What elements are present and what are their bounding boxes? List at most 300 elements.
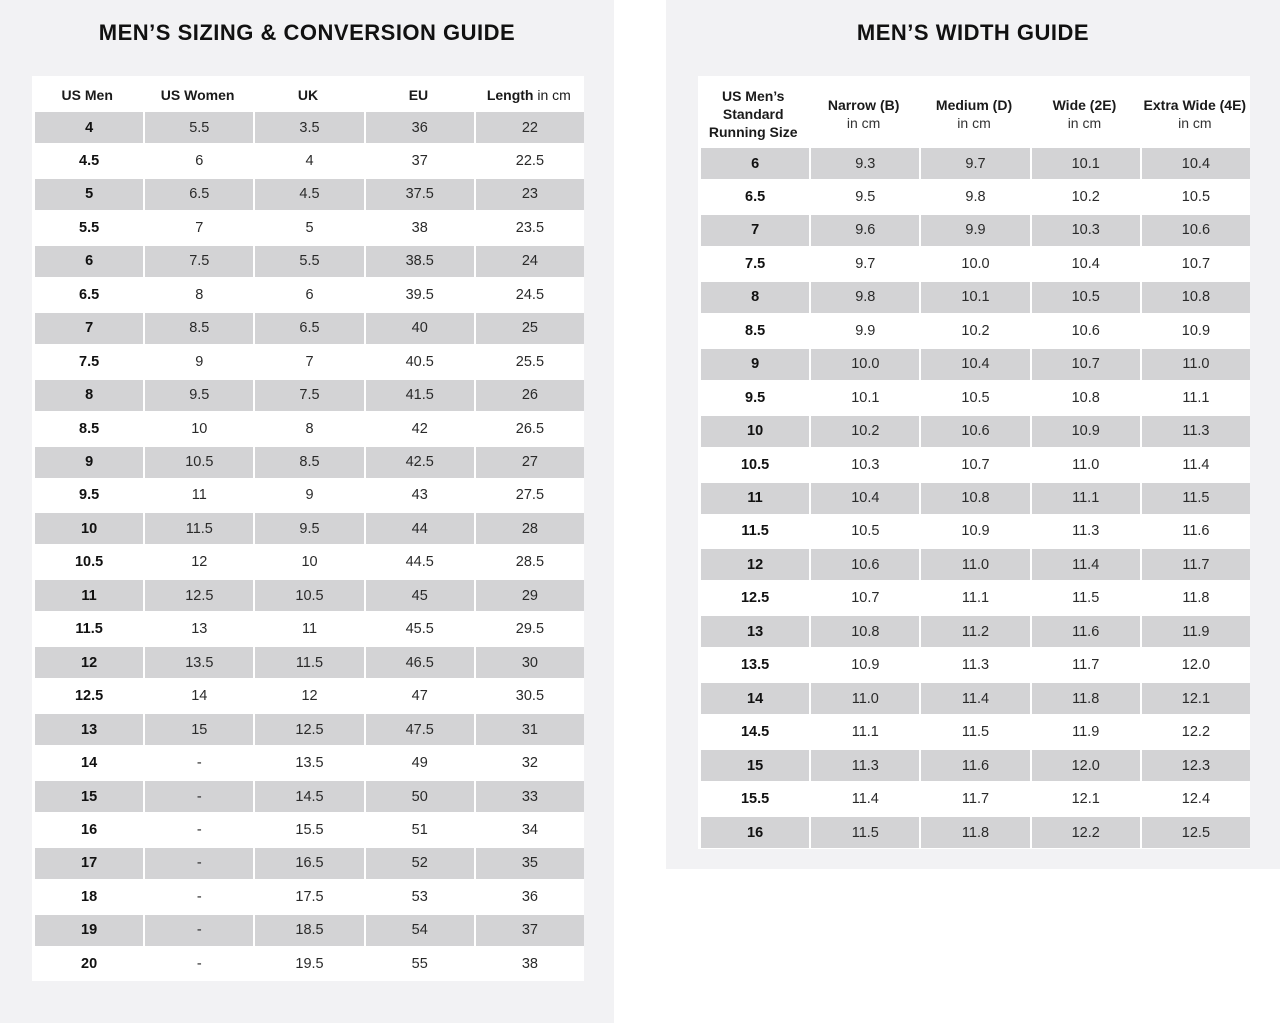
table-cell: 8	[35, 380, 143, 411]
table-cell: 10.6	[1071, 322, 1100, 339]
table-cell: 52	[366, 848, 474, 879]
table-cell: 6	[35, 246, 143, 277]
table-cell: 44	[366, 513, 474, 544]
table-cell: 13.5	[295, 755, 324, 772]
column-header	[808, 82, 918, 146]
table-cell: 11.9	[1072, 724, 1100, 741]
column-header-unit: in cm	[1178, 115, 1212, 131]
table-cell: 49	[411, 755, 428, 772]
table-cell: 9	[305, 487, 314, 504]
table-cell: 27.5	[515, 487, 545, 504]
table-cell: 13	[191, 621, 208, 638]
table-row	[698, 616, 1250, 647]
table-cell: 11.4	[851, 791, 879, 808]
table-row	[698, 349, 1250, 380]
table-cell: 41.5	[366, 380, 474, 411]
table-cell: 12	[301, 688, 318, 705]
table-cell: 23	[476, 179, 584, 210]
table-row	[32, 480, 584, 511]
table-row	[698, 416, 1250, 447]
table-cell: 6.5	[255, 313, 363, 344]
table-row	[32, 145, 584, 176]
table-cell: 10.0	[961, 255, 990, 272]
table-cell: 11.0	[1142, 349, 1250, 380]
table-cell: 15.5	[295, 821, 324, 838]
column-header	[142, 82, 252, 108]
table-row	[698, 148, 1250, 179]
table-cell: 10.9	[961, 523, 990, 540]
column-header-label: Narrow (B)	[827, 97, 900, 113]
table-cell: 4.5	[255, 179, 363, 210]
table-cell: 12.5	[145, 580, 253, 611]
table-row	[32, 313, 584, 344]
table-cell: 10.7	[1032, 349, 1140, 380]
table-row	[32, 279, 584, 310]
table-cell: 11.1	[851, 724, 879, 741]
table-cell: 30.5	[515, 688, 545, 705]
table-cell: 11.5	[811, 817, 919, 848]
table-cell: 10.5	[740, 456, 770, 473]
column-header	[919, 82, 1029, 146]
table-row	[698, 516, 1250, 547]
table-cell: 14	[701, 683, 809, 714]
table-cell: 25.5	[515, 353, 545, 370]
table-cell: 8.5	[745, 322, 766, 339]
table-cell: 10.7	[851, 590, 880, 607]
table-header	[698, 82, 1250, 146]
table-cell: 17	[35, 848, 143, 879]
table-cell: 9.5	[145, 380, 253, 411]
table-cell: 6.5	[145, 179, 253, 210]
table-cell: 40	[366, 313, 474, 344]
table-cell: 11.7	[961, 791, 990, 808]
table-cell: 10.6	[1142, 215, 1250, 246]
table-cell: 9.3	[811, 148, 919, 179]
table-cell: 25	[476, 313, 584, 344]
table-cell: 11.5	[961, 724, 990, 741]
table-cell: 14	[81, 755, 98, 772]
table-row	[32, 346, 584, 377]
table-cell: 26.5	[515, 420, 545, 437]
table-row	[32, 580, 584, 611]
table-cell: 10.3	[1032, 215, 1140, 246]
table-cell: 9.8	[965, 188, 986, 205]
table-cell: 10.4	[1142, 148, 1250, 179]
table-cell: 10.2	[811, 416, 919, 447]
table-cell: 5.5	[145, 112, 253, 143]
table-cell: 22	[476, 112, 584, 143]
table-cell: 13	[701, 616, 809, 647]
table-cell: 11.5	[145, 513, 253, 544]
table-row	[698, 650, 1250, 681]
table-row	[32, 814, 584, 845]
table-cell: 11.9	[1142, 616, 1250, 647]
table-cell: 7	[701, 215, 809, 246]
table-cell: 7.5	[745, 255, 766, 272]
table-cell: 12	[35, 647, 143, 678]
table-cell: 16	[701, 817, 809, 848]
table-cell: 15	[35, 781, 143, 812]
table-cell: 36	[366, 112, 474, 143]
table-cell: 6	[305, 286, 314, 303]
table-cell: 10	[701, 416, 809, 447]
table-cell: 30	[476, 647, 584, 678]
table-cell: 15.5	[740, 791, 770, 808]
table-cell: 37	[476, 915, 584, 946]
table-row	[32, 547, 584, 578]
table-cell: 10.5	[145, 447, 253, 478]
table-cell: 9.8	[811, 282, 919, 313]
table-cell: 9.9	[921, 215, 1029, 246]
table-row	[32, 948, 584, 979]
table-cell: 20	[81, 955, 98, 972]
table-cell: 10.4	[811, 483, 919, 514]
table-cell: -	[196, 888, 202, 905]
table-cell: 18.5	[255, 915, 363, 946]
table-row	[32, 781, 584, 812]
table-cell: 5.5	[255, 246, 363, 277]
column-header	[1029, 82, 1139, 146]
table-cell: 37.5	[366, 179, 474, 210]
table-cell: 11.5	[1072, 590, 1100, 607]
table-cell: 42	[411, 420, 428, 437]
table-cell: 11.7	[1072, 657, 1100, 674]
table-row	[32, 681, 584, 712]
table-cell: 40.5	[405, 353, 434, 370]
table-cell: 31	[476, 714, 584, 745]
table-cell: 11.4	[921, 683, 1029, 714]
table-cell: 22.5	[515, 152, 545, 169]
table-cell: 11.1	[961, 590, 990, 607]
table-cell: 16	[81, 821, 98, 838]
table-cell: 11.3	[1072, 523, 1100, 540]
table-cell: 38	[411, 219, 428, 236]
table-cell: 11.3	[811, 750, 919, 781]
table-cell: 10.8	[921, 483, 1029, 514]
width-guide-title: MEN’S WIDTH GUIDE	[856, 20, 1090, 45]
table-cell: 12.2	[1181, 724, 1211, 741]
table-cell: 51	[411, 821, 428, 838]
table-cell: 11.4	[1182, 456, 1210, 473]
table-cell: 5.5	[79, 219, 100, 236]
table-cell: 12.3	[1142, 750, 1250, 781]
table-row	[698, 683, 1250, 714]
table-cell: 10.4	[1071, 255, 1100, 272]
column-header	[474, 82, 584, 108]
table-row	[32, 212, 584, 243]
table-cell: 26	[476, 380, 584, 411]
table-row	[32, 112, 584, 143]
table-cell: 11	[301, 621, 318, 638]
table-cell: 8	[701, 282, 809, 313]
column-header	[253, 82, 363, 108]
table-cell: 10.0	[811, 349, 919, 380]
table-cell: -	[196, 755, 202, 772]
table-cell: 4.5	[79, 152, 100, 169]
table-cell: 44.5	[405, 554, 434, 571]
table-cell: 10.7	[1181, 255, 1211, 272]
table-cell: 24	[476, 246, 584, 277]
table-row	[32, 447, 584, 478]
table-cell: 10.9	[1181, 322, 1211, 339]
table-cell: 10.8	[1071, 389, 1100, 406]
table-row	[698, 549, 1250, 580]
table-cell: 10.1	[921, 282, 1029, 313]
table-cell: 11.2	[921, 616, 1029, 647]
table-row	[32, 380, 584, 411]
table-cell: 9	[195, 353, 204, 370]
table-cell: 29.5	[515, 621, 545, 638]
table-cell: 10.3	[851, 456, 880, 473]
table-cell: 13.5	[145, 647, 253, 678]
table-cell: 10.9	[1032, 416, 1140, 447]
table-header	[32, 82, 584, 108]
table-row	[698, 483, 1250, 514]
table-cell: 10.5	[961, 389, 990, 406]
table-cell: 11.6	[1032, 616, 1140, 647]
column-header-label: US Women	[160, 87, 235, 103]
table-cell: 12.5	[74, 688, 104, 705]
table-cell: 14	[191, 688, 208, 705]
table-cell: 12.5	[1142, 817, 1250, 848]
table-cell: 12	[701, 549, 809, 580]
table-cell: 5	[305, 219, 314, 236]
table-cell: 10.6	[921, 416, 1029, 447]
table-cell: -	[196, 955, 202, 972]
table-cell: 9.5	[255, 513, 363, 544]
table-cell: 14.5	[255, 781, 363, 812]
table-cell: 5	[35, 179, 143, 210]
table-row	[32, 513, 584, 544]
table-cell: 10.8	[1142, 282, 1250, 313]
table-cell: 10.7	[961, 456, 990, 473]
table-cell: 39.5	[405, 286, 434, 303]
table-cell: 9	[35, 447, 143, 478]
table-row	[698, 215, 1250, 246]
table-cell: 10.5	[851, 523, 880, 540]
table-cell: 12.0	[1032, 750, 1140, 781]
table-cell: -	[145, 915, 253, 946]
table-cell: 13.5	[740, 657, 770, 674]
column-header-label: Wide (2E)	[1052, 97, 1117, 113]
table-row	[32, 848, 584, 879]
column-header-label: EU	[408, 87, 429, 103]
table-cell: 17.5	[295, 888, 324, 905]
table-cell: 42.5	[366, 447, 474, 478]
table-cell: 11.5	[1142, 483, 1250, 514]
table-cell: 11.5	[75, 621, 103, 638]
sizing-guide-panel	[0, 0, 614, 1023]
table-cell: 12.0	[1181, 657, 1211, 674]
sizing-guide-title: MEN’S SIZING & CONVERSION GUIDE	[98, 20, 516, 45]
width-table	[698, 76, 1250, 849]
table-cell: 10	[301, 554, 318, 571]
table-cell: 7	[305, 353, 314, 370]
table-cell: 16.5	[255, 848, 363, 879]
table-cell: 11.8	[1182, 590, 1210, 607]
table-cell: -	[145, 781, 253, 812]
table-cell: 7	[195, 219, 204, 236]
table-cell: 46.5	[366, 647, 474, 678]
table-cell: 53	[411, 888, 428, 905]
table-cell: 27	[476, 447, 584, 478]
table-cell: 37	[411, 152, 428, 169]
table-cell: 4	[35, 112, 143, 143]
sizing-table	[32, 76, 584, 981]
table-cell: 12.5	[255, 714, 363, 745]
table-cell: 11.0	[811, 683, 919, 714]
table-cell: 10.6	[811, 549, 919, 580]
table-row	[32, 413, 584, 444]
table-cell: 7.5	[145, 246, 253, 277]
table-cell: 13	[35, 714, 143, 745]
table-cell: 47.5	[366, 714, 474, 745]
table-cell: -	[145, 848, 253, 879]
table-cell: 11.0	[921, 549, 1029, 580]
table-cell: 55	[411, 955, 428, 972]
table-row	[698, 817, 1250, 848]
table-cell: 10.2	[961, 322, 990, 339]
table-cell: 8	[195, 286, 204, 303]
table-cell: -	[196, 821, 202, 838]
table-cell: 8.5	[255, 447, 363, 478]
table-cell: 10.2	[1071, 188, 1100, 205]
table-cell: 11.6	[921, 750, 1029, 781]
table-row	[698, 784, 1250, 815]
table-cell: 10.5	[255, 580, 363, 611]
table-cell: 15	[145, 714, 253, 745]
table-cell: 10.9	[851, 657, 880, 674]
table-cell: 24.5	[515, 286, 545, 303]
column-header	[698, 82, 808, 146]
table-cell: 19.5	[295, 955, 324, 972]
table-cell: 11	[35, 580, 143, 611]
table-cell: 9.6	[811, 215, 919, 246]
table-cell: 8	[305, 420, 314, 437]
table-cell: 8.5	[145, 313, 253, 344]
column-header-unit: in cm	[1067, 115, 1102, 131]
column-header	[1140, 82, 1250, 146]
table-cell: 32	[521, 755, 538, 772]
table-cell: 10.1	[1032, 148, 1140, 179]
column-header-label: Extra Wide (4E)	[1143, 97, 1247, 113]
width-guide-panel	[666, 0, 1280, 869]
table-cell: 6.5	[79, 286, 100, 303]
table-cell: 4	[305, 152, 314, 169]
table-cell: 12.5	[740, 590, 770, 607]
table-cell: 35	[476, 848, 584, 879]
column-header-label: Length	[486, 87, 534, 103]
table-cell: 9	[701, 349, 809, 380]
table-cell: 9.7	[855, 255, 876, 272]
table-row	[698, 315, 1250, 346]
table-cell: 50	[366, 781, 474, 812]
column-header-label: UK	[297, 87, 319, 103]
table-row	[698, 449, 1250, 480]
table-row	[32, 915, 584, 946]
table-cell: 36	[521, 888, 538, 905]
table-row	[698, 181, 1250, 212]
table-row	[32, 748, 584, 779]
table-row	[32, 246, 584, 277]
table-cell: 19	[35, 915, 143, 946]
table-cell: 14.5	[740, 724, 770, 741]
table-cell: 54	[366, 915, 474, 946]
column-header	[32, 82, 142, 108]
table-cell: 18	[81, 888, 98, 905]
table-row	[698, 750, 1250, 781]
table-cell: 43	[411, 487, 428, 504]
table-cell: 6.5	[745, 188, 766, 205]
table-cell: 47	[411, 688, 428, 705]
column-header-unit: in cm	[533, 87, 571, 103]
table-cell: 6	[701, 148, 809, 179]
table-cell: 10.5	[74, 554, 104, 571]
table-cell: 11.1	[1182, 389, 1210, 406]
table-cell: 12	[191, 554, 208, 571]
table-cell: 9.5	[79, 487, 100, 504]
table-cell: 11.3	[1142, 416, 1250, 447]
table-row	[698, 583, 1250, 614]
table-cell: 38.5	[366, 246, 474, 277]
table-cell: 11.5	[741, 523, 769, 540]
table-cell: 7.5	[79, 353, 100, 370]
column-header-label: US Men	[61, 87, 113, 103]
table-cell: 11.8	[1032, 683, 1140, 714]
table-cell: 12.1	[1071, 791, 1100, 808]
table-cell: 12.4	[1181, 791, 1211, 808]
column-header-unit: in cm	[957, 115, 991, 131]
table-row	[698, 282, 1250, 313]
table-cell: 28.5	[515, 554, 545, 571]
table-cell: 12.1	[1142, 683, 1250, 714]
table-cell: 11.6	[1182, 523, 1210, 540]
table-cell: 38	[521, 955, 538, 972]
table-cell: 10.1	[851, 389, 880, 406]
table-cell: 28	[476, 513, 584, 544]
column-header-label: US Men’s Standard Running Size	[708, 88, 798, 140]
table-cell: 10.5	[1181, 188, 1211, 205]
table-row	[32, 714, 584, 745]
table-cell: 10.4	[921, 349, 1029, 380]
table-cell: 7.5	[255, 380, 363, 411]
table-cell: 10	[35, 513, 143, 544]
table-cell: 10.8	[811, 616, 919, 647]
table-row	[698, 717, 1250, 748]
table-row	[32, 647, 584, 678]
table-cell: 11.0	[1072, 456, 1100, 473]
table-row	[32, 179, 584, 210]
table-cell: 9.7	[921, 148, 1029, 179]
table-row	[698, 248, 1250, 279]
table-cell: 9.5	[855, 188, 876, 205]
table-cell: 11	[191, 487, 207, 504]
table-cell: 12.2	[1032, 817, 1140, 848]
table-cell: 3.5	[255, 112, 363, 143]
table-cell: 29	[476, 580, 584, 611]
column-header	[363, 82, 473, 108]
table-cell: 11.1	[1032, 483, 1140, 514]
table-cell: 9.9	[855, 322, 876, 339]
column-header-label: Medium (D)	[935, 97, 1013, 113]
table-cell: 45.5	[405, 621, 434, 638]
table-cell: 34	[521, 821, 538, 838]
table-cell: 15	[701, 750, 809, 781]
table-cell: 11.5	[255, 647, 363, 678]
column-header-unit: in cm	[846, 115, 881, 131]
table-cell: 23.5	[515, 219, 545, 236]
table-cell: 9.5	[745, 389, 766, 406]
